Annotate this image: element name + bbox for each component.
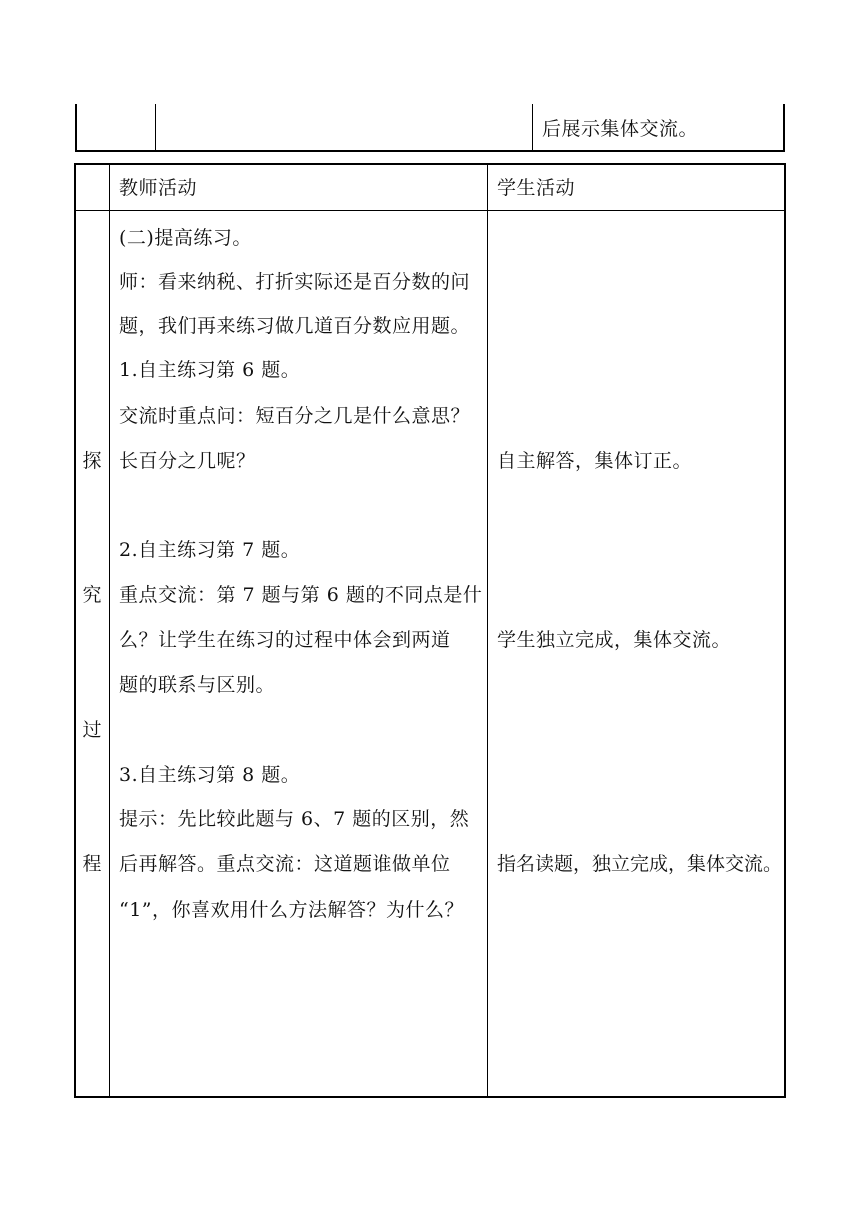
student-line: 指名读题，独立完成，集体交流。	[497, 853, 783, 875]
side-label-char: 探	[82, 450, 102, 472]
teacher-line: 重点交流：第 7 题与第 6 题的不同点是什	[119, 584, 483, 606]
teacher-line: 么？让学生在练习的过程中体会到两道	[119, 629, 451, 651]
teacher-line: 3.自主练习第 8 题。	[119, 764, 301, 786]
header-teacher-activity: 教师活动	[119, 177, 198, 199]
header-student-activity: 学生活动	[497, 177, 576, 199]
teacher-line: 长百分之几呢？	[119, 450, 256, 472]
teacher-line: 交流时重点问：短百分之几是什么意思？	[119, 405, 471, 427]
top-table-cell-text: 后展示集体交流。	[542, 118, 699, 140]
teacher-line: 1.自主练习第 6 题。	[119, 359, 301, 381]
teacher-line: 提示：先比较此题与 6、7 题的区别，然	[119, 808, 470, 830]
teacher-line: 后再解答。重点交流：这道题谁做单位	[119, 853, 451, 875]
teacher-line: (二)提高练习。	[119, 227, 252, 249]
teacher-line: 师：看来纳税、打折实际还是百分数的问	[119, 271, 471, 293]
teacher-line: 题的联系与区别。	[119, 674, 276, 696]
student-line: 学生独立完成，集体交流。	[497, 629, 732, 651]
teacher-line: 题，我们再来练习做几道百分数应用题。	[119, 315, 471, 337]
side-label-char: 过	[82, 719, 102, 741]
teacher-line: “1”，你喜欢用什么方法解答？为什么？	[119, 899, 465, 921]
teacher-line: 2.自主练习第 7 题。	[119, 539, 301, 561]
side-label-char: 程	[82, 853, 102, 875]
student-line: 自主解答，集体订正。	[497, 450, 693, 472]
side-label-char: 究	[82, 584, 102, 606]
